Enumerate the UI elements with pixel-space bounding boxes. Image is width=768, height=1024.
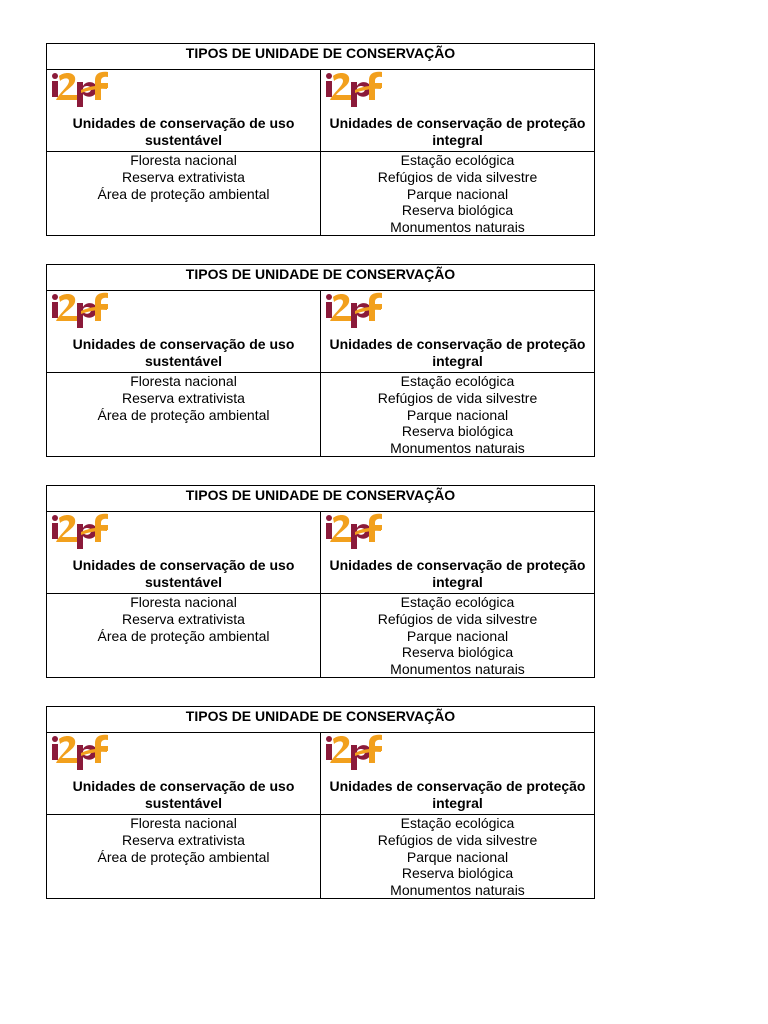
list-item: Reserva biológica xyxy=(401,644,514,661)
list-item: Parque nacional xyxy=(406,406,509,423)
i2pf-logo xyxy=(51,291,109,329)
card-title: TIPOS DE UNIDADE DE CONSERVAÇÃO xyxy=(47,44,594,70)
list-item: Refúgios de vida silvestre xyxy=(377,168,538,185)
items-row xyxy=(47,815,594,898)
i2pf-logo xyxy=(325,70,383,108)
heading-row xyxy=(47,733,594,815)
left-heading-cell xyxy=(47,70,321,151)
list-item: Parque nacional xyxy=(406,848,509,865)
left-heading-cell xyxy=(47,291,321,372)
card-title: TIPOS DE UNIDADE DE CONSERVAÇÃO xyxy=(47,486,594,512)
list-item: Refúgios de vida silvestre xyxy=(377,389,538,406)
list-item: Reserva extrativista xyxy=(122,610,245,627)
sustainable-use-list xyxy=(47,152,321,235)
sustainable-use-heading: Unidades de conservação de uso sustentável xyxy=(72,557,295,590)
i2pf-logo xyxy=(325,733,383,771)
i2pf-logo xyxy=(325,512,383,550)
list-item: Reserva extrativista xyxy=(122,831,245,848)
list-item: Área de proteção ambiental xyxy=(97,627,270,644)
list-item: Reserva biológica xyxy=(401,865,514,882)
list-item: Monumentos naturais xyxy=(390,661,525,678)
sustainable-use-list xyxy=(47,594,321,677)
integral-protection-list xyxy=(321,373,594,456)
list-item: Reserva biológica xyxy=(401,202,514,219)
heading-row xyxy=(47,512,594,594)
integral-protection-list xyxy=(321,594,594,677)
list-item: Monumentos naturais xyxy=(390,440,525,457)
list-item: Refúgios de vida silvestre xyxy=(377,831,538,848)
heading-row xyxy=(47,291,594,373)
list-item: Reserva biológica xyxy=(401,423,514,440)
list-item: Estação ecológica xyxy=(400,815,515,831)
left-heading-cell xyxy=(47,512,321,593)
list-item: Reserva extrativista xyxy=(122,168,245,185)
list-item: Monumentos naturais xyxy=(390,882,525,899)
card-title: TIPOS DE UNIDADE DE CONSERVAÇÃO xyxy=(47,707,594,733)
card-title: TIPOS DE UNIDADE DE CONSERVAÇÃO xyxy=(47,265,594,291)
conservation-card xyxy=(46,264,595,457)
list-item: Floresta nacional xyxy=(130,594,237,610)
list-item: Estação ecológica xyxy=(400,594,515,610)
list-item: Parque nacional xyxy=(406,627,509,644)
left-heading-cell xyxy=(47,733,321,814)
sustainable-use-list xyxy=(47,815,321,898)
i2pf-logo xyxy=(51,70,109,108)
list-item: Parque nacional xyxy=(406,185,509,202)
list-item: Estação ecológica xyxy=(400,373,515,389)
list-item: Estação ecológica xyxy=(400,152,515,168)
right-heading-cell xyxy=(321,512,594,593)
right-heading-cell xyxy=(321,70,594,151)
sustainable-use-heading: Unidades de conservação de uso sustentável xyxy=(72,778,295,811)
list-item: Floresta nacional xyxy=(130,152,237,168)
list-item: Área de proteção ambiental xyxy=(97,848,270,865)
list-item: Refúgios de vida silvestre xyxy=(377,610,538,627)
items-row xyxy=(47,152,594,235)
i2pf-logo xyxy=(51,733,109,771)
list-item: Floresta nacional xyxy=(130,373,237,389)
right-heading-cell xyxy=(321,733,594,814)
integral-protection-list xyxy=(321,152,594,235)
sustainable-use-list xyxy=(47,373,321,456)
integral-protection-heading: Unidades de conservação de proteção integral xyxy=(329,336,586,369)
list-item: Floresta nacional xyxy=(130,815,237,831)
integral-protection-heading: Unidades de conservação de proteção integral xyxy=(329,115,586,148)
sustainable-use-heading: Unidades de conservação de uso sustentável xyxy=(72,115,295,148)
list-item: Reserva extrativista xyxy=(122,389,245,406)
items-row xyxy=(47,373,594,456)
items-row xyxy=(47,594,594,677)
right-heading-cell xyxy=(321,291,594,372)
integral-protection-list xyxy=(321,815,594,898)
list-item: Área de proteção ambiental xyxy=(97,406,270,423)
integral-protection-heading: Unidades de conservação de proteção integral xyxy=(329,557,586,590)
heading-row xyxy=(47,70,594,152)
list-item: Monumentos naturais xyxy=(390,219,525,236)
conservation-card xyxy=(46,706,595,899)
integral-protection-heading: Unidades de conservação de proteção integral xyxy=(329,778,586,811)
conservation-card xyxy=(46,43,595,236)
list-item: Área de proteção ambiental xyxy=(97,185,270,202)
i2pf-logo xyxy=(51,512,109,550)
conservation-card xyxy=(46,485,595,678)
i2pf-logo xyxy=(325,291,383,329)
sustainable-use-heading: Unidades de conservação de uso sustentável xyxy=(72,336,295,369)
